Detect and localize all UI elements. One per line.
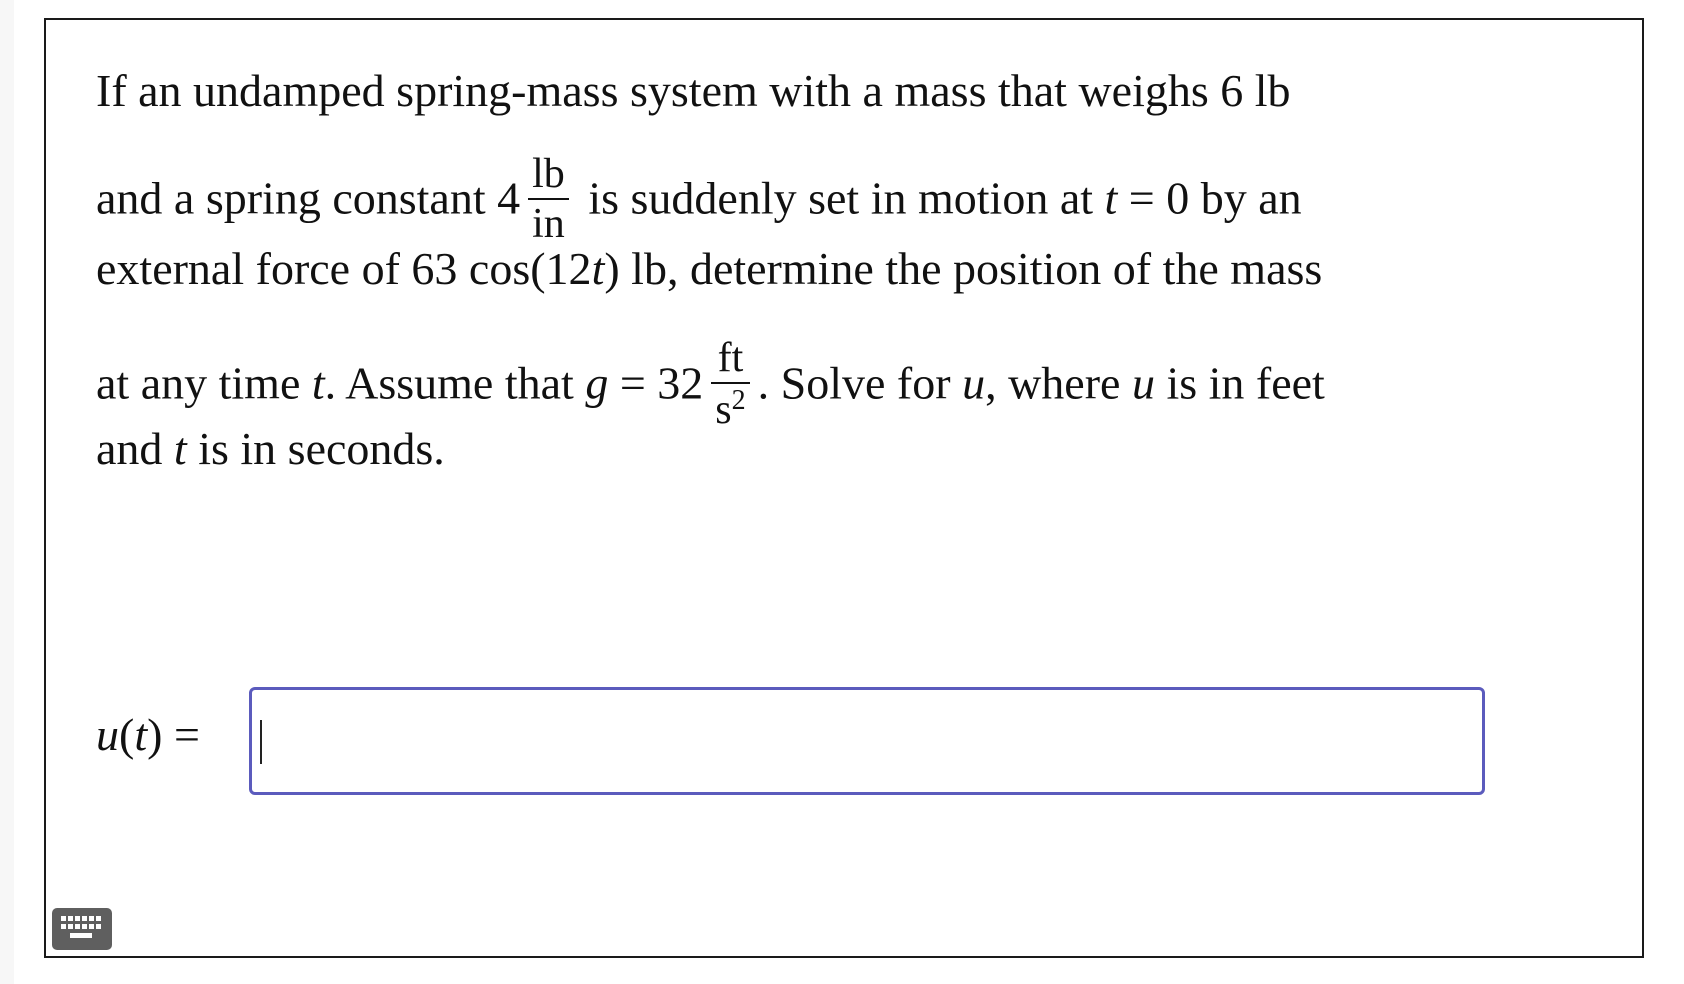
math-variable-g: g: [585, 357, 609, 409]
spring-constant-units-fraction: [528, 152, 569, 246]
paren-close: ): [147, 709, 163, 760]
text-cursor: [260, 720, 262, 764]
problem-line-4: [96, 335, 1325, 436]
problem-text: ) lb, determine the position of the mass: [604, 243, 1323, 294]
answer-label: [96, 708, 200, 761]
problem-line-3: [96, 243, 1323, 294]
paren-open: (: [119, 709, 135, 760]
denominator-base: s: [715, 387, 732, 434]
fraction-numerator: ft: [717, 335, 744, 381]
problem-line-5: [96, 423, 445, 474]
math-variable-t: t: [134, 709, 148, 760]
problem-text: is in feet: [1166, 357, 1325, 409]
math-variable-t: t: [1104, 172, 1118, 224]
gravity-units-fraction: [711, 336, 749, 432]
math-variable-t: t: [311, 357, 325, 409]
problem-text: , where: [985, 357, 1121, 409]
problem-text: If an undamped spring-mass system with a mass that weighs 6 lb: [96, 65, 1291, 116]
problem-text: is in seconds.: [198, 423, 445, 474]
fraction-numerator: lb: [532, 151, 565, 197]
problem-text: . Solve for: [757, 357, 951, 409]
fraction-bar: [528, 198, 569, 200]
equals-sign: =: [173, 709, 200, 760]
keyboard-icon: [60, 915, 104, 943]
problem-text: and: [96, 423, 163, 474]
fraction-denominator: [711, 386, 749, 432]
problem-text: external force of 63 cos(12: [96, 243, 592, 294]
problem-text: and a spring constant 4: [96, 172, 521, 224]
problem-text: is suddenly set in motion at: [588, 172, 1094, 224]
math-variable-t: t: [591, 243, 605, 294]
problem-text: = 32: [619, 357, 704, 409]
math-variable-u: u: [962, 357, 986, 409]
math-variable-u: u: [1131, 357, 1155, 409]
problem-card: [44, 18, 1644, 958]
math-variable-t: t: [173, 423, 187, 474]
denominator-exponent: 2: [731, 385, 746, 417]
left-margin-strip: [0, 0, 14, 984]
keyboard-toggle-button[interactable]: [52, 908, 112, 950]
problem-text: at any time: [96, 357, 301, 409]
math-variable-u: u: [96, 709, 119, 760]
fraction-denominator: in: [532, 201, 565, 248]
problem-line-2: [96, 151, 1302, 250]
problem-line-1: [96, 65, 1291, 116]
fraction-bar: [711, 382, 749, 384]
answer-input[interactable]: [249, 687, 1485, 795]
problem-text: = 0 by an: [1128, 172, 1302, 224]
problem-text: . Assume that: [324, 357, 574, 409]
